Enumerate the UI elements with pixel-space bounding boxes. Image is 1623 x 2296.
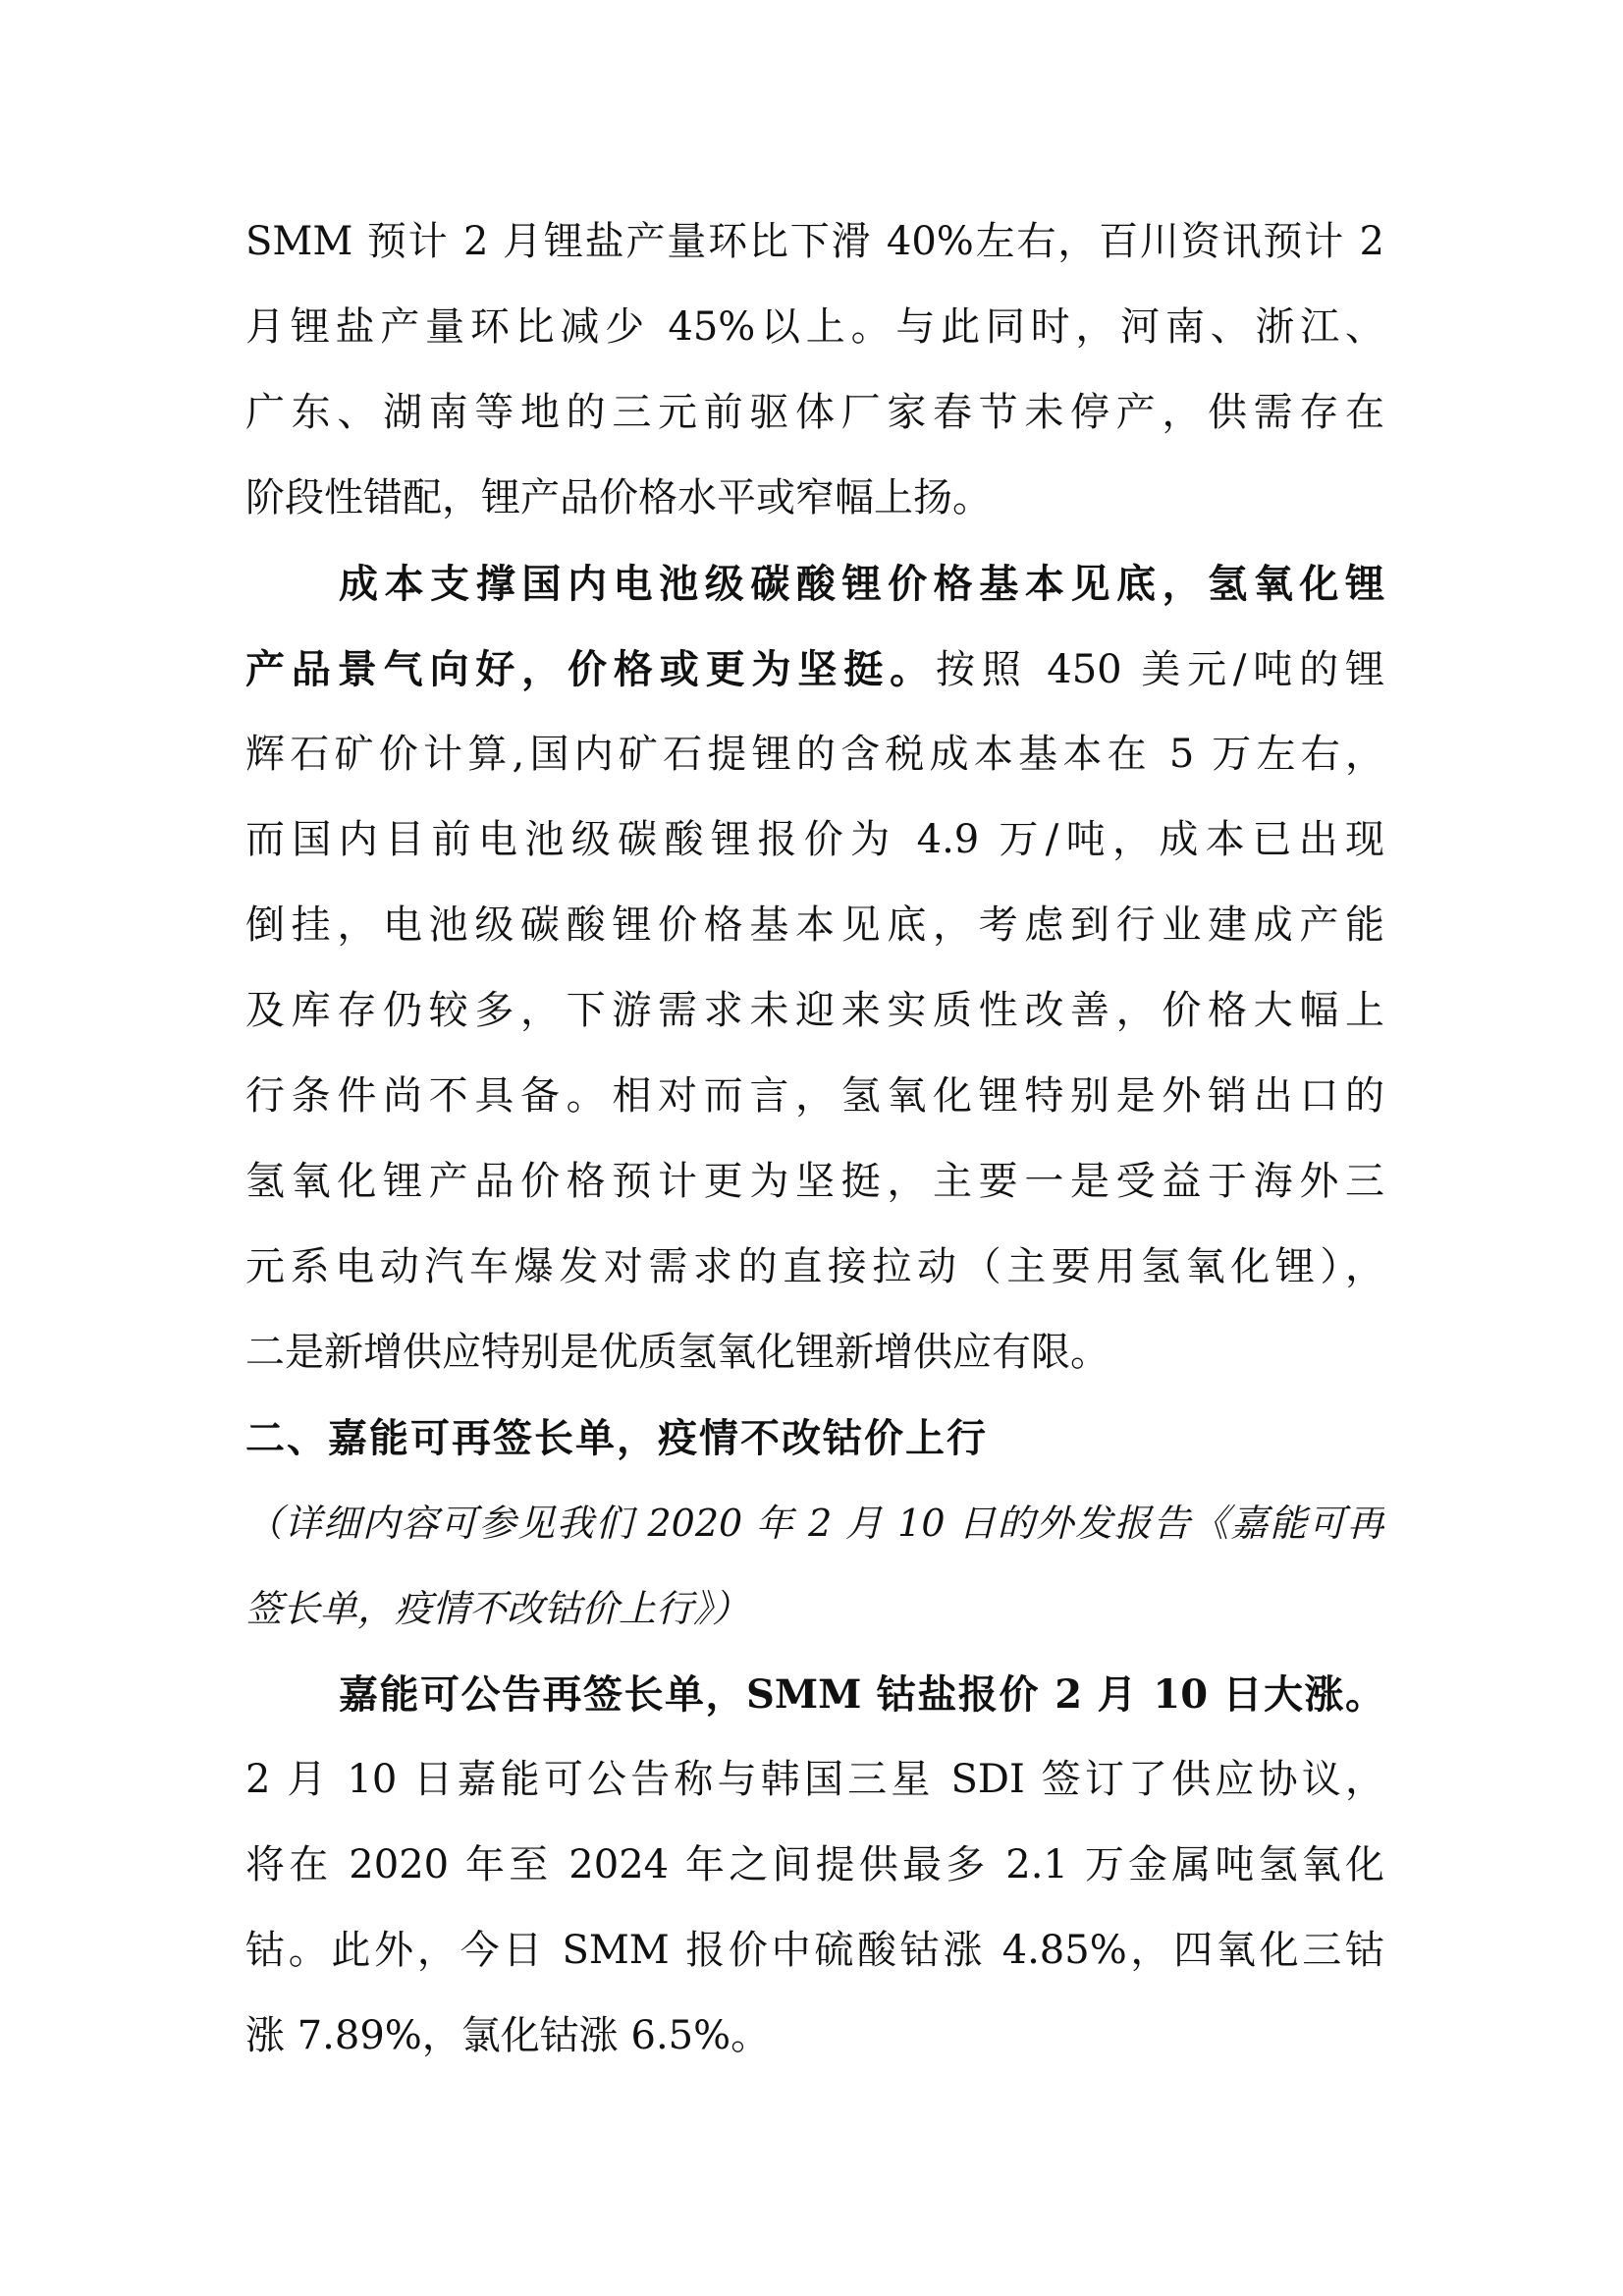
text-line xyxy=(245,627,1384,712)
report-body xyxy=(245,199,1384,2079)
bold-lead-line: 成本支撑国内电池级碳酸锂价格基本见底，氢氧化锂 xyxy=(339,561,1384,607)
bold-lead-line: 嘉能可公告再签长单，SMM 钴盐报价 2 月 10 日大涨。 xyxy=(339,1671,1384,1718)
text-line: 2 月 10 日嘉能可公告称与韩国三星 SDI 签订了供应协议， xyxy=(245,1757,1384,1802)
text-line: 广东、湖南等地的三元前驱体厂家春节未停产，供需存在 xyxy=(245,390,1384,435)
section-heading: 二、嘉能可再签长单，疫情不改钴价上行 xyxy=(245,1415,988,1461)
note-reference xyxy=(245,1481,1384,1652)
text-line: 元系电动汽车爆发对需求的直接拉动（主要用氢氧化锂）， xyxy=(245,1244,1384,1289)
text-line: 阶段性错配，锂产品价格水平或窄幅上扬。 xyxy=(245,475,992,520)
text-line: 倒挂，电池级碳酸锂价格基本见底，考虑到行业建成产能 xyxy=(245,902,1384,948)
text-line: 月锂盐产量环比减少 45%以上。与此同时，河南、浙江、 xyxy=(245,304,1384,350)
para-lithium-supply-outlook xyxy=(245,199,1384,541)
text-line: 行条件尚不具备。相对而言，氢氧化锂特别是外销出口的 xyxy=(245,1073,1384,1119)
text-line: 将在 2020 年至 2024 年之间提供最多 2.1 万金属吨氢氧化 xyxy=(245,1842,1384,1887)
note-line: 签长单，疫情不改钴价上行》） xyxy=(245,1587,750,1630)
text-line: 及库存仍较多，下游需求未迎来实质性改善，价格大幅上 xyxy=(245,988,1384,1033)
bold-lead-segment: 产品景气向好，价格或更为坚挺。 xyxy=(245,646,936,692)
text-line: 钴。此外，今日 SMM 报价中硫酸钴涨 4.85%，四氧化三钴 xyxy=(245,1928,1384,1973)
para-glencore-cobalt xyxy=(245,1652,1384,2079)
note-line: （详细内容可参见我们 2020 年 2 月 10 日的外发报告《嘉能可再 xyxy=(245,1502,1384,1545)
text-line: SMM 预计 2 月锂盐产量环比下滑 40%左右，百川资讯预计 2 xyxy=(245,219,1384,264)
text-line: 涨 7.89%，氯化钴涨 6.5%。 xyxy=(245,2013,771,2058)
text-line: 氢氧化锂产品价格预计更为坚挺，主要一是受益于海外三 xyxy=(245,1159,1384,1204)
regular-segment: 按照 450 美元/吨的锂 xyxy=(935,647,1384,692)
para-cost-support xyxy=(245,541,1384,1395)
text-line: 而国内目前电池级碳酸锂报价为 4.9 万/吨，成本已出现 xyxy=(245,817,1384,862)
text-line: 辉石矿价计算,国内矿石提锂的含税成本基本在 5 万左右， xyxy=(245,732,1384,777)
text-line: 二是新增供应特别是优质氢氧化锂新增供应有限。 xyxy=(245,1330,1109,1375)
